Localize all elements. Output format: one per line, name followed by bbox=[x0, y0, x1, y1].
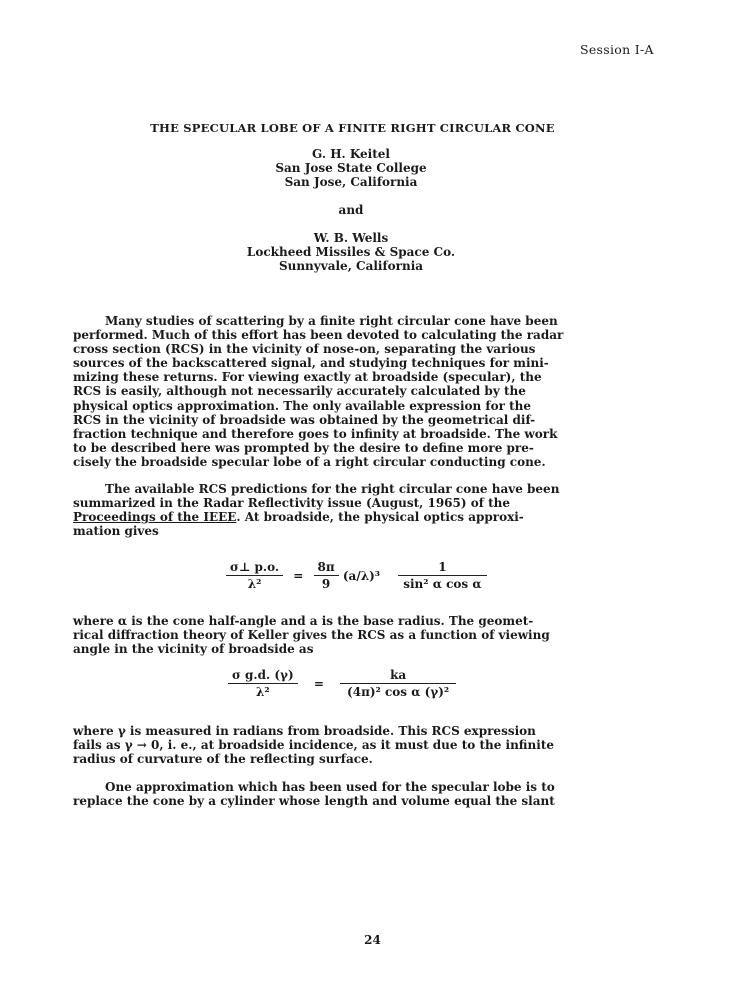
author-affiliation: San Jose State College bbox=[275, 161, 427, 175]
text-line bbox=[73, 510, 643, 524]
eq2-rhs-numerator: ka bbox=[340, 668, 456, 684]
eq1-lhs bbox=[226, 560, 283, 591]
text-line: mizing these returns. For viewing exactly at broadside (specular), the bbox=[73, 370, 542, 385]
eq2-rhs bbox=[340, 668, 456, 699]
text-line: summarized in the Radar Reflectivity issue (August, 1965) of the bbox=[73, 496, 510, 511]
paragraph-cylinder bbox=[73, 780, 643, 808]
text-line: sources of the backscattered signal, and studying techniques for mini- bbox=[73, 356, 549, 371]
equation-geometrical-diffraction bbox=[228, 668, 456, 699]
text-line: fails as γ → 0, i. e., at broadside incidence, as it must due to the infinite bbox=[73, 738, 554, 753]
author-name: W. B. Wells bbox=[313, 231, 389, 245]
author-block bbox=[0, 147, 702, 273]
text-span: . At broadside, the physical optics approxi- bbox=[236, 510, 524, 525]
eq2-lhs-denominator: λ² bbox=[255, 685, 270, 699]
eq1-coef-numerator: 8π bbox=[314, 560, 339, 576]
eq1-coef-denominator: 9 bbox=[321, 577, 331, 591]
author-location: Sunnyvale, California bbox=[278, 259, 424, 273]
journal-reference: Proceedings of the IEEE bbox=[73, 510, 237, 525]
text-line: fraction technique and therefore goes to infinity at broadside. The work bbox=[73, 426, 558, 441]
text-line: replace the cone by a cylinder whose length and volume equal the slant bbox=[73, 794, 555, 809]
eq2-lhs bbox=[228, 668, 298, 699]
equation-physical-optics bbox=[226, 560, 487, 591]
text-line: RCS in the vicinity of broadside was obtained by the geometrical dif- bbox=[73, 412, 536, 427]
author-separator: and bbox=[338, 203, 364, 217]
eq1-coefficient bbox=[314, 560, 339, 591]
eq1-equals: = bbox=[293, 568, 304, 583]
text-line: where α is the cone half-angle and a is the base radius. The geomet- bbox=[73, 614, 534, 628]
text-line: angle in the vicinity of broadside as bbox=[73, 642, 314, 657]
eq1-ratio-cubed: (a/λ)³ bbox=[342, 568, 381, 583]
text-line: One approximation which has been used for the specular lobe is to bbox=[105, 780, 555, 794]
text-line: physical optics approximation. The only available expression for the bbox=[73, 398, 531, 413]
author-affiliation: Lockheed Missiles & Space Co. bbox=[246, 245, 456, 259]
eq1-rhs bbox=[398, 560, 486, 591]
text-line: where γ is measured in radians from broadside. This RCS expression bbox=[73, 724, 536, 738]
text-line: The available RCS predictions for the right circular cone have been bbox=[105, 482, 560, 496]
eq2-rhs-denominator: (4π)² cos α (γ)² bbox=[347, 685, 450, 699]
eq1-rhs-denominator: sin² α cos α bbox=[403, 577, 482, 591]
text-line: performed. Much of this effort has been devoted to calculating the radar bbox=[73, 328, 564, 343]
author-location: San Jose, California bbox=[284, 175, 418, 189]
paragraph-keller bbox=[73, 614, 643, 656]
page-number: 24 bbox=[364, 933, 381, 947]
author-name: G. H. Keitel bbox=[312, 147, 390, 161]
paragraph-intro bbox=[73, 314, 643, 469]
text-line: cross section (RCS) in the vicinity of nose-on, separating the various bbox=[73, 342, 536, 357]
eq1-rhs-numerator: 1 bbox=[398, 560, 486, 576]
text-line: rical diffraction theory of Keller gives the RCS as a function of viewing bbox=[73, 628, 550, 643]
eq1-lhs-numerator: σ⊥ p.o. bbox=[226, 560, 283, 576]
text-line: to be described here was prompted by the desire to define more pre- bbox=[73, 440, 534, 455]
paragraph-predictions bbox=[73, 482, 643, 538]
paragraph-gamma bbox=[73, 724, 643, 766]
text-line: radius of curvature of the reflecting surface. bbox=[73, 752, 373, 767]
paper-title: THE SPECULAR LOBE OF A FINITE RIGHT CIRCULAR CONE bbox=[150, 121, 555, 135]
text-line: cisely the broadside specular lobe of a right circular conducting cone. bbox=[73, 454, 546, 469]
text-line: mation gives bbox=[73, 524, 159, 539]
text-line: RCS is easily, although not necessarily accurately calculated by the bbox=[73, 384, 526, 399]
eq1-lhs-denominator: λ² bbox=[247, 577, 262, 591]
session-label: Session I-A bbox=[580, 42, 654, 57]
text-line: Many studies of scattering by a finite right circular cone have been bbox=[105, 314, 558, 328]
eq2-lhs-numerator: σ g.d. (γ) bbox=[228, 668, 298, 684]
eq2-equals: = bbox=[313, 676, 324, 691]
